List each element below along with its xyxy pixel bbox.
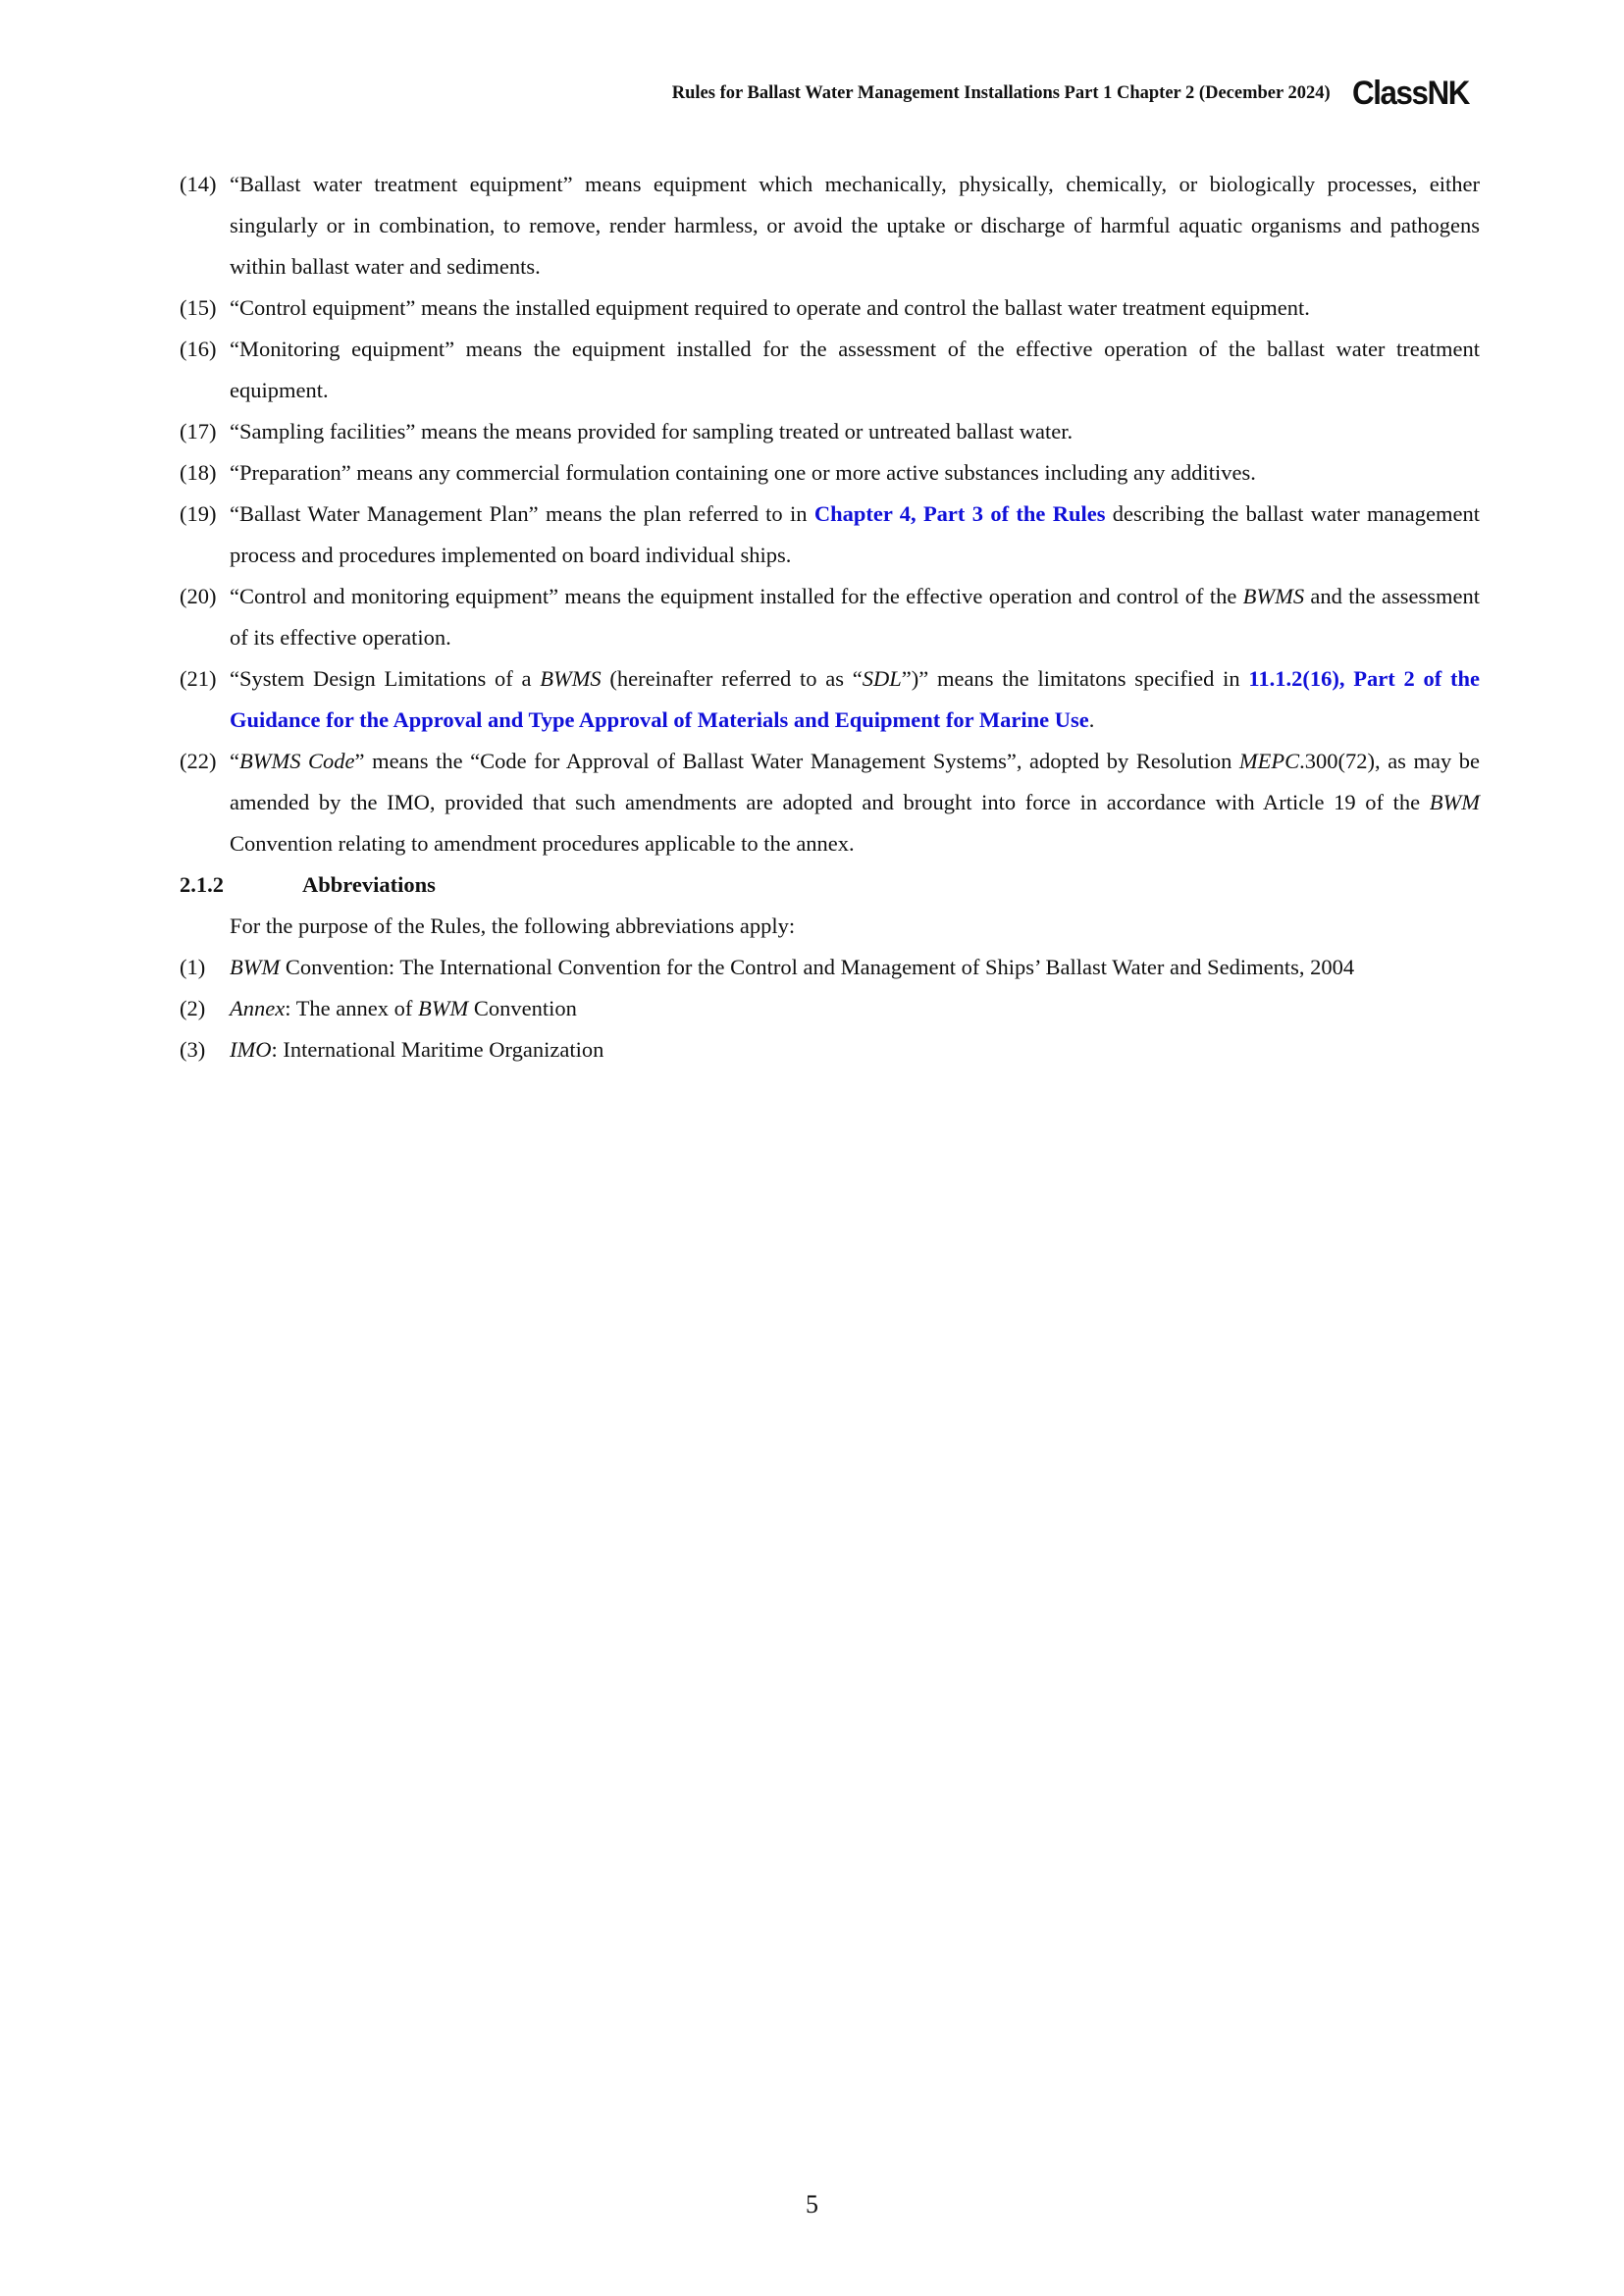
italic-term: BWMS [1242, 584, 1305, 608]
definition-text: “Monitoring equipment” means the equipment installed for the assessment of the effective operation of the ballast water treatment equipment. [230, 337, 1480, 402]
abbreviation-item-1 [180, 947, 1480, 988]
italic-term: SDL [862, 666, 902, 691]
item-number: (18) [180, 460, 217, 485]
text-segment: “System Design Limitations of a [230, 666, 541, 691]
abbreviation-item-2 [180, 988, 1480, 1029]
text-segment: Convention relating to amendment procedures applicable to the annex. [230, 831, 855, 856]
abbreviation-text [230, 988, 1480, 1029]
definition-text: “Ballast water treatment equipment” means equipment which mechanically, physically, chemically, or biologically processes, either singularly or in combination, to remove, render harmless, or avoid the uptake or discharge of harmful aquatic organisms and pathogens within ballast water and sediments. [230, 172, 1480, 279]
definition-item-20 [180, 576, 1480, 658]
definition-text [230, 576, 1480, 658]
document-title: Rules for Ballast Water Management Installations Part 1 Chapter 2 (December 2024) [671, 82, 1331, 103]
italic-term: BWMS Code [239, 749, 355, 773]
definition-item-14 [180, 164, 1480, 287]
definition-item-15 [180, 287, 1480, 329]
text-segment: ” means the “Code for Approval of Ballast Water Management Systems”, adopted by Resolution [354, 749, 1239, 773]
italic-term: Annex [230, 996, 286, 1020]
text-segment: ”)” means the limitatons specified in [901, 666, 1249, 691]
page-number: 5 [806, 2190, 818, 2218]
text-segment: . [1088, 707, 1095, 732]
italic-term: BWM [418, 996, 469, 1020]
item-number: (1) [180, 955, 206, 979]
abbreviation-text [230, 947, 1480, 988]
classnk-logo: ClassNK [1351, 75, 1469, 112]
definition-item-18 [180, 452, 1480, 494]
definition-item-21 [180, 658, 1480, 741]
item-number: (3) [180, 1037, 206, 1062]
definition-text: “Control equipment” means the installed equipment required to operate and control the ballast water treatment equipment. [230, 295, 1310, 320]
document-body [180, 164, 1480, 1070]
definition-item-19 [180, 494, 1480, 576]
text-segment: “ [230, 749, 239, 773]
italic-term: IMO [230, 1037, 272, 1062]
item-number: (2) [180, 996, 206, 1020]
item-number: (19) [180, 501, 217, 526]
item-number: (22) [180, 749, 217, 773]
text-segment: “Control and monitoring equipment” means the equipment installed for the effective operation and control of the [230, 584, 1243, 608]
text-segment: and the assessment of its effective operation. [230, 584, 1480, 650]
definition-item-16 [180, 329, 1480, 411]
definition-text: “Preparation” means any commercial formulation containing one or more active substances including any additives. [230, 460, 1256, 485]
definition-item-17 [180, 411, 1480, 452]
item-number: (17) [180, 419, 217, 444]
text-segment: : The annex of [285, 996, 419, 1020]
text-segment: .300(72), as may be amended by the IMO, provided that such amendments are adopted and brought into force in accordance with Article 19 of the [230, 749, 1481, 814]
abbreviation-item-3 [180, 1029, 1480, 1070]
italic-term: BWMS [540, 666, 602, 691]
definition-text: “Sampling facilities” means the means provided for sampling treated or untreated ballast water. [230, 419, 1074, 444]
section-intro: For the purpose of the Rules, the following abbreviations apply: [230, 913, 796, 938]
text-segment: : International Maritime Organization [271, 1037, 604, 1062]
italic-term: BWM [1429, 790, 1480, 814]
text-segment: Convention [468, 996, 577, 1020]
italic-term: MEPC [1238, 749, 1300, 773]
definition-text [230, 658, 1480, 741]
item-number: (15) [180, 295, 217, 320]
text-segment: (hereinafter referred to as “ [601, 666, 863, 691]
page-header [672, 77, 1479, 110]
item-number: (20) [180, 584, 217, 608]
text-segment: describing the ballast water management process and procedures implemented on board individual ships. [230, 501, 1480, 567]
cross-reference-link[interactable]: 11.1.2(16), Part 2 of the Guidance for the Approval and Type Approval of Materials and Equipment for Marine Use [230, 666, 1480, 732]
section-title: Abbreviations [302, 872, 436, 897]
text-segment: “Ballast Water Management Plan” means the plan referred to in [230, 501, 814, 526]
definition-text [230, 494, 1480, 576]
definition-item-22 [180, 741, 1480, 864]
section-heading [180, 864, 1480, 906]
italic-term: BWM [230, 955, 281, 979]
text-segment: Convention: The International Convention for the Control and Management of Ships’ Ballast Water and Sediments, 2004 [280, 955, 1355, 979]
item-number: (16) [180, 337, 217, 361]
abbreviation-text [230, 1029, 1480, 1070]
definition-text [230, 741, 1480, 864]
cross-reference-link[interactable]: Chapter 4, Part 3 of the Rules [813, 501, 1106, 526]
item-number: (14) [180, 172, 217, 196]
item-number: (21) [180, 666, 217, 691]
section-number: 2.1.2 [180, 872, 224, 897]
